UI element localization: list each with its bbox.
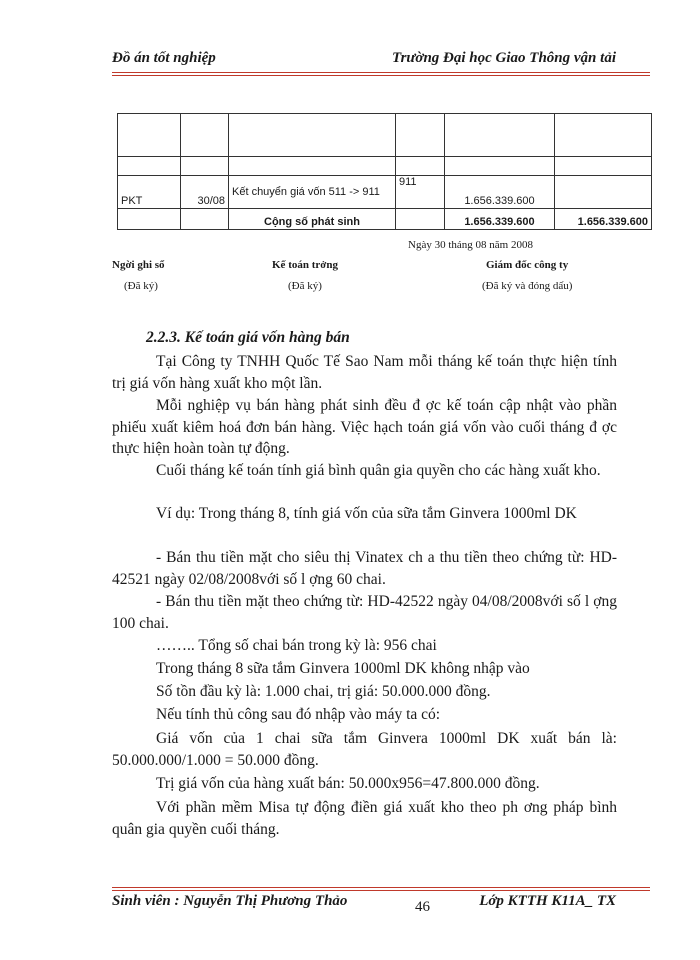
table-cell [396,114,445,157]
total-label-cell: Cộng số phát sinh [229,209,396,230]
table-cell [229,157,396,176]
paragraph: Trị giá vốn của hàng xuất bán: 50.000x956=47.800.000 đồng. [156,775,540,792]
table-cell [396,209,445,230]
table-cell [181,114,229,157]
voucher-code-cell: PKT [118,176,181,209]
paragraph: Ví dụ: Trong tháng 8, tính giá vốn của sữa tắm Ginvera 1000ml DK [156,505,577,522]
footer-rule-2 [112,890,650,891]
paragraph: Giá vốn của 1 chai sữa tắm Ginvera 1000ml DK xuất bán là: 50.000.000/1.000 = 50.000 đồng. [112,730,617,769]
paragraph: Tại Công ty TNHH Quốc Tế Sao Nam mỗi tháng kế toán thực hiện tính trị giá vốn hàng xuất kho một lần. [112,353,617,392]
account-cell: 911 [396,176,445,209]
total-credit-cell: 1.656.339.600 [555,209,652,230]
paragraph: Cuối tháng kế toán tính giá bình quân gia quyền cho các hàng xuất kho. [156,462,601,479]
section-title: 2.2.3. Kế toán giá vốn hàng bán [146,329,350,346]
header-rule-2 [112,75,650,76]
table-cell [555,157,652,176]
paragraph: Với phần mềm Misa tự động điền giá xuất kho theo ph ơng pháp bình quân gia quyền cuối tháng. [112,799,617,838]
paragraph: Nếu tính thủ công sau đó nhập vào máy ta có: [156,706,441,723]
debit-cell: 1.656.339.600 [445,176,555,209]
table-row [118,176,652,209]
table-cell [181,209,229,230]
table-cell [555,114,652,157]
table-row [118,209,652,230]
paragraph: - Bán thu tiền mặt theo chứng từ: HD-42522 ngày 04/08/2008với số l ợng 100 chai. [112,593,617,632]
table-cell [445,157,555,176]
page-number: 46 [415,899,430,915]
signature-date: Ngày 30 tháng 08 năm 2008 [408,239,533,251]
paragraph: - Bán thu tiền mặt cho siêu thị Vinatex ch a thu tiền theo chứng từ: HD-42521 ngày 02/08/2008với số l ợng 60 chai. [112,549,617,588]
signature-note: (Đã ký và đóng dấu) [482,280,573,292]
signature-note: (Đã ký) [288,280,322,292]
paragraph: Số tồn đầu kỳ là: 1.000 chai, trị giá: 50.000.000 đồng. [156,683,491,700]
table-cell [118,157,181,176]
total-debit-cell: 1.656.339.600 [445,209,555,230]
description-cell: Kết chuyển giá vốn 511 -> 911 [229,176,396,209]
paragraph: Trong tháng 8 sữa tắm Ginvera 1000ml DK không nhập vào [156,660,530,677]
table-cell [229,114,396,157]
signature-title: Kế toán trởng [272,259,338,271]
footer-class: Lớp KTTH K11A_ TX [479,893,616,909]
footer-student: Sinh viên : Nguyễn Thị Phương Thảo [112,893,348,909]
paragraph: Mỗi nghiệp vụ bán hàng phát sinh đều đ ợc kế toán cập nhật vào phần phiếu xuất kiêm hoá đơn bán hàng. Việc hạch toán giá vốn vào cuối tháng đ ợc thực hiện hoàn toàn tự động. [112,397,617,457]
header-right: Trường Đại học Giao Thông vận tải [391,50,616,66]
header-rule [112,72,650,73]
paragraph: …….. Tổng số chai bán trong kỳ là: 956 chai [156,637,437,654]
table-cell [118,114,181,157]
date-cell: 30/08 [181,176,229,209]
table-cell [181,157,229,176]
table-cell [396,157,445,176]
table-cell [445,114,555,157]
signature-title: Ngời ghi sổ [112,259,165,271]
ledger-table [117,113,652,230]
credit-cell [555,176,652,209]
table-row [118,114,652,157]
signature-note: (Đã ký) [124,280,158,292]
table-row [118,157,652,176]
footer-rule [112,887,650,888]
signature-title: Giám đốc công ty [486,259,569,271]
table-cell [118,209,181,230]
header-left: Đồ án tốt nghiệp [112,50,216,66]
